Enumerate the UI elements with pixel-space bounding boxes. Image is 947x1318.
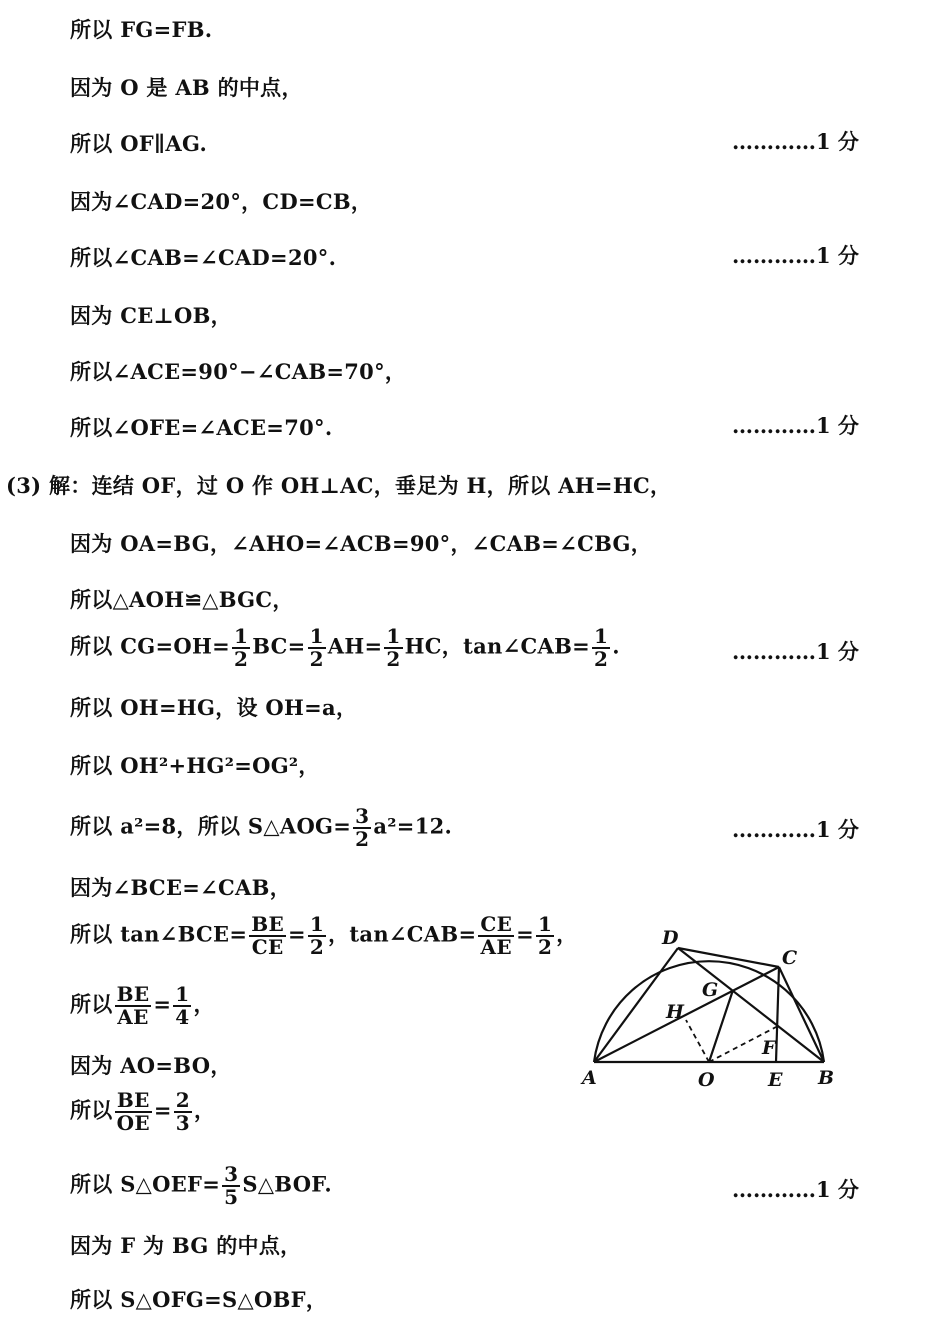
fraction-three-halves: $\frac{3}{2}$ [355, 804, 370, 851]
segment-oh-dashed [686, 1020, 709, 1062]
score-mark: …………1 分 [732, 1177, 859, 1202]
fraction-be-oe: $\frac{BE}{OE}$ [116, 1088, 150, 1135]
line-congruent: 所以△AOH≌△BGC， [70, 587, 294, 612]
line-ace-70: 所以∠ACE=90°−∠CAB=70°， [70, 359, 407, 384]
score-mark: …………1 分 [732, 413, 859, 438]
label-f: F [762, 1037, 776, 1059]
fraction-half: $\frac{1}{2}$ [386, 624, 401, 671]
line-pythagoras: 所以 OH²+HG²=OG²， [70, 753, 320, 778]
line-ao-bo: 因为 AO=BO， [70, 1053, 232, 1078]
line-part3-start: (3) 解：连结 OF，过 O 作 OH⊥AC，垂足为 H，所以 AH=HC， [6, 473, 672, 498]
fraction-be-ce: $\frac{BE}{CE}$ [251, 912, 284, 959]
segment-ac [594, 967, 779, 1062]
geometry-figure [578, 922, 843, 1092]
segment-cb [779, 967, 824, 1062]
line-oa-bg: 因为 OA=BG，∠AHO=∠ACB=90°，∠CAB=∠CBG， [70, 531, 653, 556]
semicircle-arc [594, 961, 824, 1062]
line-bce-cab: 因为∠BCE=∠CAB， [70, 875, 292, 900]
label-b: B [818, 1067, 835, 1089]
line-cab-cad: 所以∠CAB=∠CAD=20°. [70, 245, 337, 270]
line-area-ofg: 所以 S△OFG=S△OBF， [70, 1287, 328, 1312]
line-tan-bce: 所以 tan∠BCE= $\frac{BE}{CE}$ = $\frac{1}{2}$ ，tan∠CAB= $\frac{CE}{AE}$ = $\frac{1}{2}$ ， [70, 912, 578, 959]
line-be-oe: 所以 $\frac{BE}{OE}$ = $\frac{2}{3}$ ， [70, 1088, 216, 1135]
line-ce-perp-ob: 因为 CE⊥OB， [70, 303, 232, 328]
label-h: H [666, 1001, 684, 1023]
line-cg-oh: 所以 CG=OH= $\frac{1}{2}$ BC= $\frac{1}{2}$ AH= $\frac{1}{2}$ HC，tan∠CAB= $\frac{1}{2}$ . [70, 624, 620, 671]
segment-ce [776, 967, 779, 1062]
line-o-midpoint: 因为 O 是 AB 的中点， [70, 75, 303, 100]
fraction-ce-ae: $\frac{CE}{AE}$ [480, 912, 513, 959]
fraction-half: $\frac{1}{2}$ [233, 624, 249, 671]
label-d: D [662, 927, 679, 949]
fraction-be-ae: $\frac{BE}{AE}$ [116, 982, 150, 1029]
label-a: A [582, 1067, 597, 1089]
fraction-two-thirds: $\frac{2}{3}$ [175, 1088, 191, 1135]
fraction-half: $\frac{1}{2}$ [309, 624, 324, 671]
line-ofe-70: 所以∠OFE=∠ACE=70°. [70, 415, 333, 440]
line-oh-hg: 所以 OH=HG，设 OH=a， [70, 695, 358, 720]
segment-dc [678, 948, 779, 967]
fraction-three-fifths: $\frac{3}{5}$ [224, 1162, 239, 1209]
label-o: O [698, 1069, 715, 1091]
line-f-midpoint: 因为 F 为 BG 的中点， [70, 1233, 302, 1258]
score-mark: …………1 分 [732, 129, 859, 154]
line-area-oef: 所以 S△OEF= $\frac{3}{5}$ S△BOF. [70, 1162, 333, 1209]
line-fg-fb: 所以 FG=FB. [70, 17, 213, 42]
score-mark: …………1 分 [732, 639, 859, 664]
label-c: C [782, 947, 798, 969]
fraction-half: $\frac{1}{2}$ [594, 624, 609, 671]
line-cad-20: 因为∠CAD=20°，CD=CB， [70, 189, 373, 214]
fraction-one-quarter: $\frac{1}{4}$ [175, 982, 190, 1029]
label-e: E [768, 1069, 783, 1091]
fraction-half: $\frac{1}{2}$ [538, 912, 553, 959]
line-be-ae: 所以 $\frac{BE}{AE}$ = $\frac{1}{4}$ ， [70, 982, 215, 1029]
line-of-parallel: 所以 OF∥AG. [70, 131, 208, 156]
line-area-aog: 所以 a²=8，所以 S△AOG= $\frac{3}{2}$ a²=12. [70, 804, 453, 851]
fraction-half: $\frac{1}{2}$ [309, 912, 325, 959]
label-g: G [702, 979, 719, 1001]
score-mark: …………1 分 [732, 817, 859, 842]
score-mark: …………1 分 [732, 243, 859, 268]
